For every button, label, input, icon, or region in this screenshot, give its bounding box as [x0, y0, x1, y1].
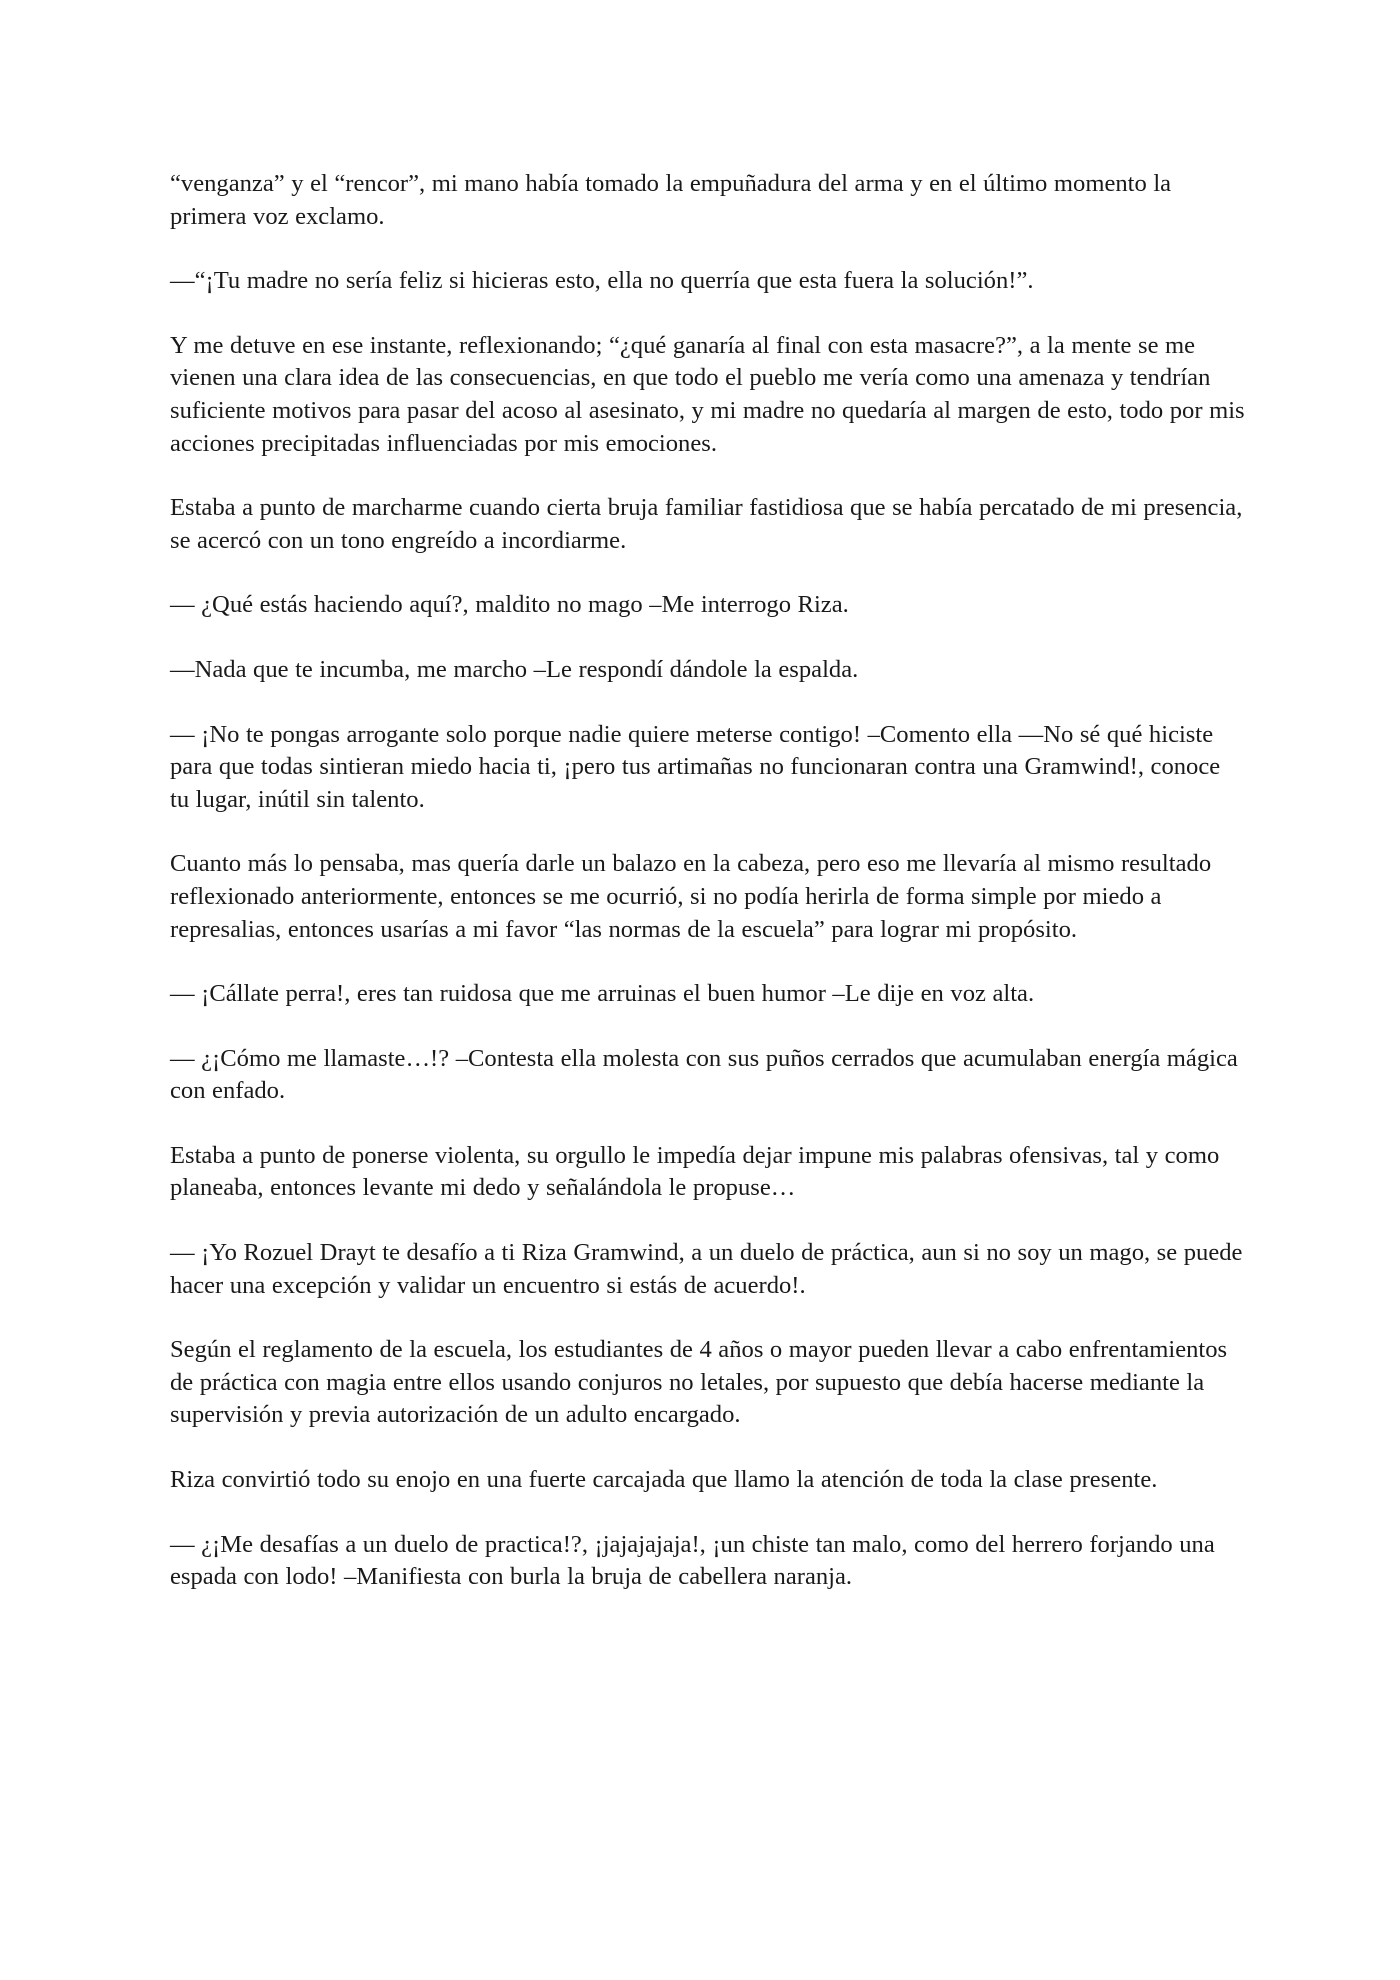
paragraph-3: Y me detuve en ese instante, reflexionando; “¿qué ganaría al final con esta masacre?”, a la mente se me vienen una clara idea de las consecuencias, en que todo el pueblo me vería como una amenaza y tendrían suficiente motivos para pasar del acoso al asesinato, y mi madre no quedaría al margen de esto, todo por mis acciones precipitadas influenciadas por mis emociones.: [170, 331, 1245, 457]
paragraph-7: — ¡No te pongas arrogante solo porque nadie quiere meterse contigo! –Comento ella —No sé qué hiciste para que todas sintieran miedo hacia ti, ¡pero tus artimañas no funcionaran contra una Gramwind!, conoce tu lugar, inútil sin talento.: [170, 720, 1221, 813]
paragraph-10: — ¿¡Cómo me llamaste…!? –Contesta ella molesta con sus puños cerrados que acumulaban energía mágica con enfado.: [170, 1044, 1238, 1105]
body-text: [170, 168, 1245, 1626]
paragraph-2: —“¡Tu madre no sería feliz si hicieras esto, ella no querría que esta fuera la solución!”.: [170, 267, 1034, 295]
paragraph-14: Riza convirtió todo su enojo en una fuerte carcajada que llamo la atención de toda la clase presente.: [170, 1466, 1158, 1494]
paragraph-15: — ¿¡Me desafías a un duelo de practica!?, ¡jajajajaja!, ¡un chiste tan malo, como del herrero forjando una espada con lodo! –Manifiesta con burla la bruja de cabellera naranja.: [170, 1530, 1215, 1591]
paragraph-1: “venganza” y el “rencor”, mi mano había tomado la empuñadura del arma y en el último momento la primera voz exclamo.: [170, 170, 1172, 230]
paragraph-6: —Nada que te incumba, me marcho –Le respondí dándole la espalda.: [170, 655, 859, 683]
paragraph-11: Estaba a punto de ponerse violenta, su orgullo le impedía dejar impune mis palabras ofensivas, tal y como planeaba, entonces levante mi dedo y señalándola le propuse…: [170, 1141, 1220, 1202]
paragraph-12: — ¡Yo Rozuel Drayt te desafío a ti Riza Gramwind, a un duelo de práctica, aun si no soy un mago, se puede hacer una excepción y validar un encuentro si estás de acuerdo!.: [170, 1239, 1243, 1299]
paragraph-13: Según el reglamento de la escuela, los estudiantes de 4 años o mayor pueden llevar a cabo enfrentamientos de práctica con magia entre ellos usando conjuros no letales, por supuesto que debía hacerse mediante la supervisión y previa autorización de un adulto encargado.: [170, 1336, 1228, 1429]
paragraph-4: Estaba a punto de marcharme cuando cierta bruja familiar fastidiosa que se había percatado de mi presencia, se acercó con un tono engreído a incordiarme.: [170, 494, 1243, 554]
paragraph-9: — ¡Cállate perra!, eres tan ruidosa que me arruinas el buen humor –Le dije en voz alta.: [170, 980, 1035, 1008]
paragraph-8: Cuanto más lo pensaba, mas quería darle un balazo en la cabeza, pero eso me llevaría al mismo resultado reflexionado anteriormente, entonces se me ocurrió, si no podía herirla de forma simple por miedo a represalias, entonces usarías a mi favor “las normas de la escuela” para lograr mi propósito.: [170, 850, 1212, 943]
paragraph-5: — ¿Qué estás haciendo aquí?, maldito no mago –Me interrogo Riza.: [170, 591, 849, 619]
